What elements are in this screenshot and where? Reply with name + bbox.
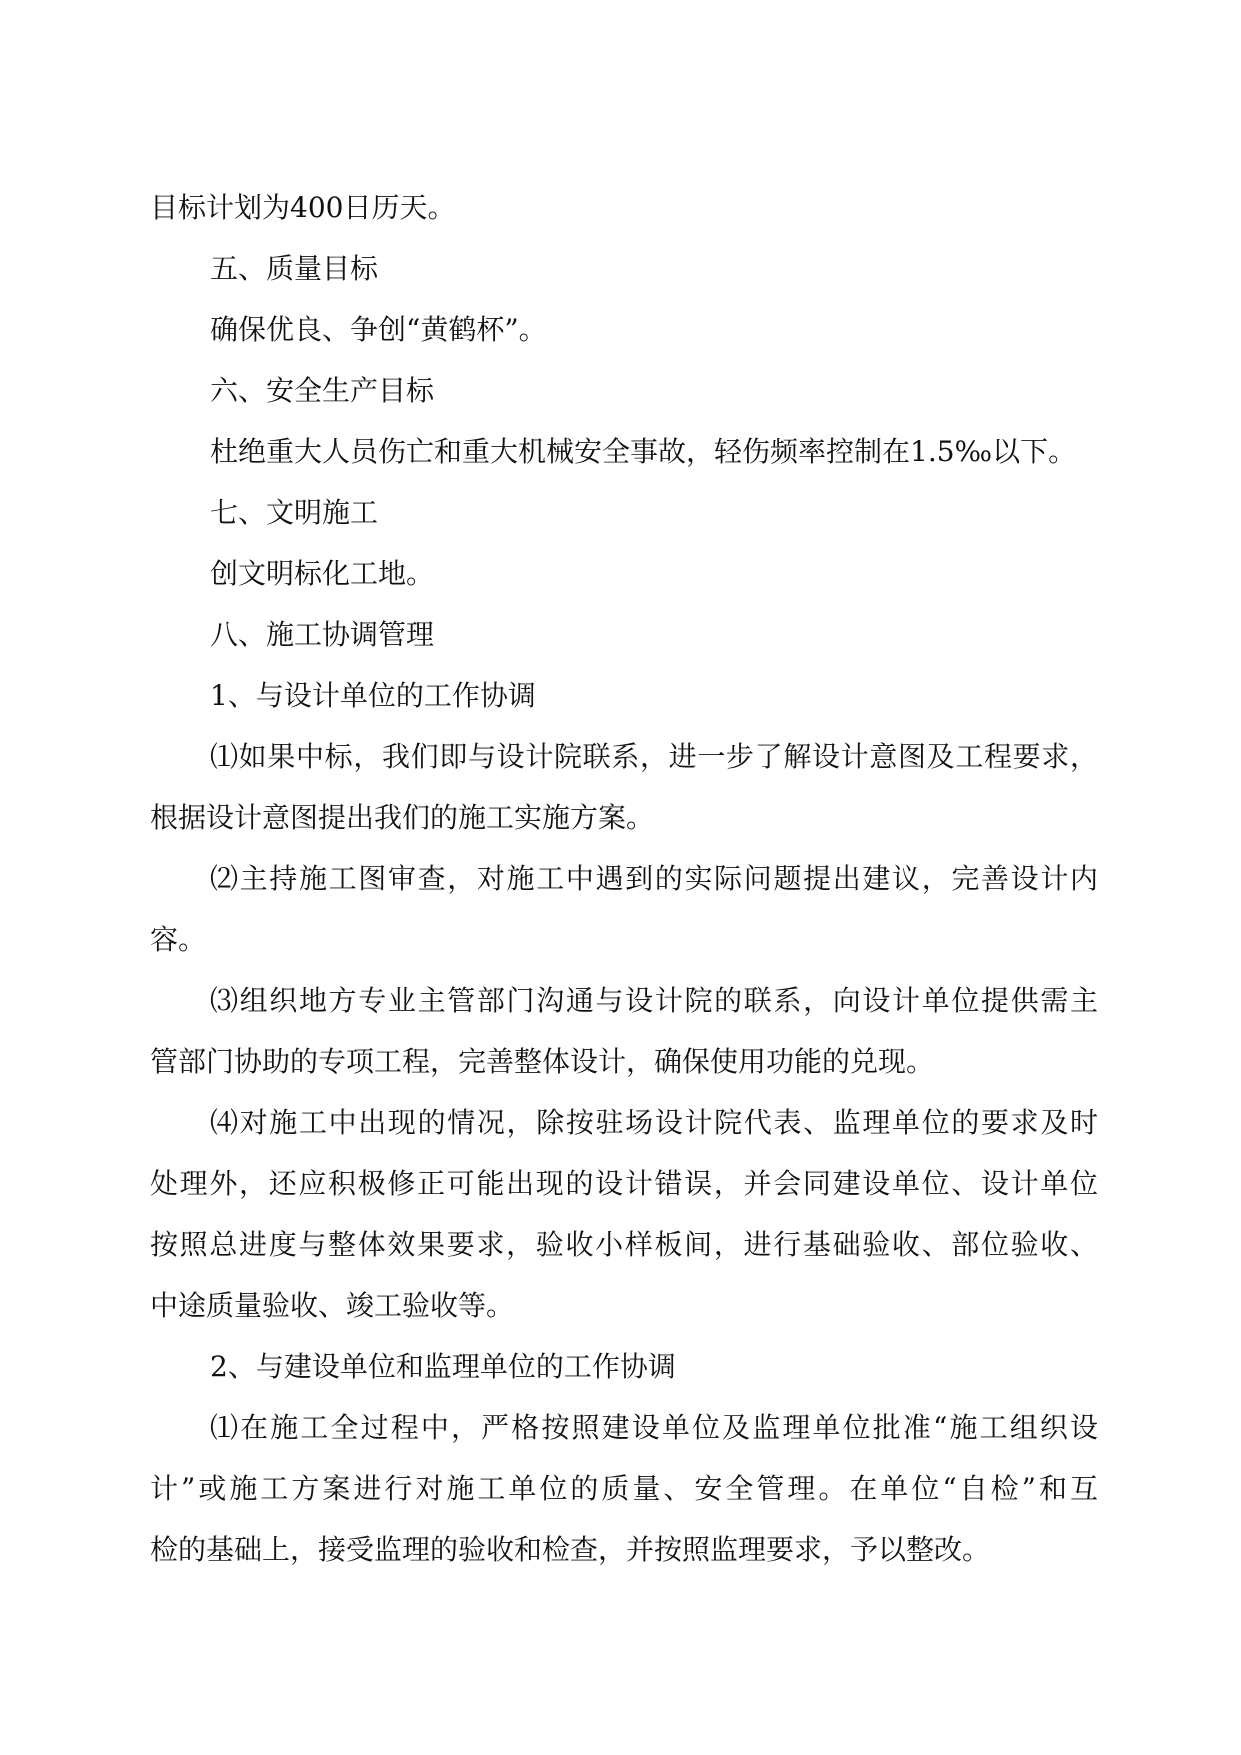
section-heading: 八、施工协调管理 <box>210 618 435 651</box>
section-heading: 五、质量目标 <box>210 252 379 285</box>
paragraph-line: 确保优良、争创“黄鹤杯”。 <box>210 313 547 346</box>
subsection-heading: 1、与设计单位的工作协调 <box>210 679 536 712</box>
paragraph-line: 计”或施工方案进行对施工单位的质量、安全管理。在单位“自检”和互 <box>150 1472 1098 1505</box>
paragraph-line: ⑵主持施工图审查，对施工中遇到的实际问题提出建议，完善设计内 <box>210 862 1098 895</box>
paragraph-line: 中途质量验收、竣工验收等。 <box>150 1289 515 1322</box>
paragraph-line: 按照总进度与整体效果要求，验收小样板间，进行基础验收、部位验收、 <box>150 1228 1098 1261</box>
paragraph-line: ⑶组织地方专业主管部门沟通与设计院的联系，向设计单位提供需主 <box>210 984 1098 1017</box>
document-page <box>150 190 1098 1593</box>
paragraph-line: 创文明标化工地。 <box>210 557 435 590</box>
paragraph-line: ⑴如果中标，我们即与设计院联系，进一步了解设计意图及工程要求， <box>210 740 1098 773</box>
paragraph-line: 检的基础上，接受监理的验收和检查，并按照监理要求，予以整改。 <box>150 1533 991 1566</box>
paragraph-line: 容。 <box>150 923 207 956</box>
section-heading: 六、安全生产目标 <box>210 374 435 407</box>
paragraph-line: ⑴在施工全过程中，严格按照建设单位及监理单位批准“施工组织设 <box>210 1411 1098 1444</box>
paragraph-line: ⑷对施工中出现的情况，除按驻场设计院代表、监理单位的要求及时 <box>210 1106 1098 1139</box>
paragraph-line: 根据设计意图提出我们的施工实施方案。 <box>150 801 655 834</box>
paragraph-line: 管部门协助的专项工程，完善整体设计，确保使用功能的兑现。 <box>150 1045 935 1078</box>
paragraph-line: 处理外，还应积极修正可能出现的设计错误，并会同建设单位、设计单位 <box>150 1167 1098 1200</box>
paragraph-line: 杜绝重大人员伤亡和重大机械安全事故，轻伤频率控制在1.5‰以下。 <box>210 435 1077 468</box>
section-heading: 七、文明施工 <box>210 496 379 529</box>
subsection-heading: 2、与建设单位和监理单位的工作协调 <box>210 1350 676 1383</box>
paragraph-line: 目标计划为400日历天。 <box>150 191 456 224</box>
